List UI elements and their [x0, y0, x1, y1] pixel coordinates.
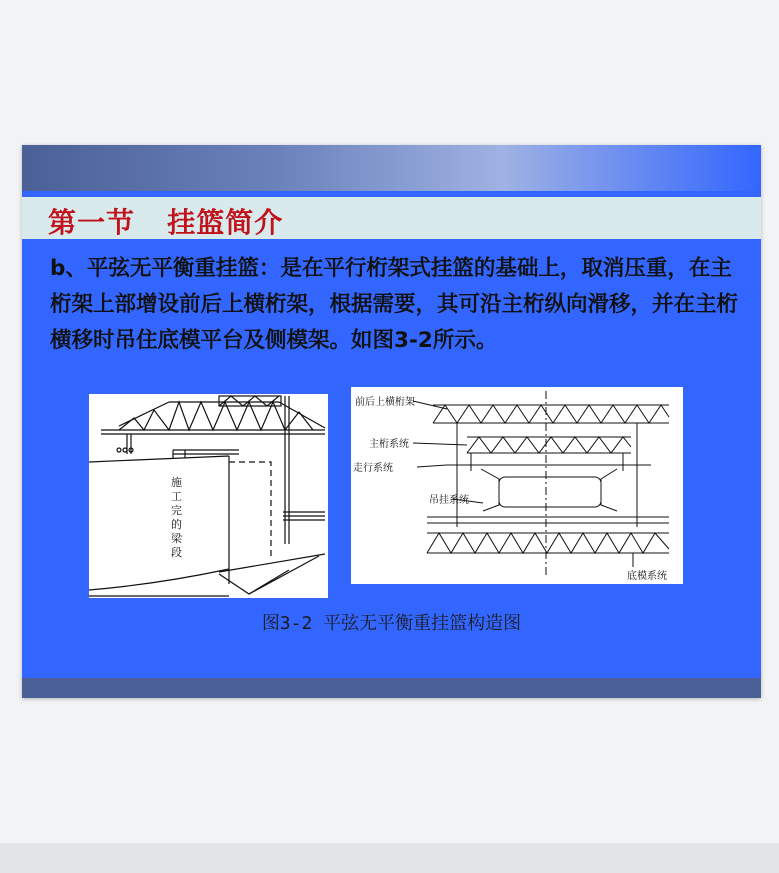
vertical-label-char: 段	[171, 546, 182, 559]
slide-paragraph: b、平弦无平衡重挂篮：是在平行桁架式挂篮的基础上，取消压重，在主桁架上部增设前后上横桁架，根据需要，其可沿主桁纵向滑移，并在主桁横移时吊住底模平台及侧模架。如图3-2所示。	[50, 256, 739, 353]
label-bottom-form: 底模系统	[627, 571, 667, 582]
label-front-rear-truss: 前后上横桁架	[355, 397, 415, 408]
vertical-label-char: 工	[171, 490, 182, 503]
vertical-label-char: 梁	[171, 532, 182, 545]
figure-caption: 图3-2 平弦无平衡重挂篮构造图	[261, 613, 522, 634]
figure-cross-section	[351, 387, 683, 584]
vertical-label-char: 完	[171, 504, 182, 517]
label-travel-system: 走行系统	[353, 463, 393, 474]
side-view-drawing	[89, 394, 328, 598]
vertical-label-char: 施	[171, 476, 182, 489]
page-bottom-strip	[0, 843, 779, 873]
vertical-label-char: 的	[171, 518, 182, 531]
slide-header-gradient	[22, 145, 761, 191]
slide	[22, 145, 761, 698]
title-band	[22, 197, 761, 239]
slide-title: 第一节 挂篮简介	[48, 206, 284, 239]
label-main-truss: 主桁系统	[369, 439, 409, 450]
label-hanging-system: 吊挂系统	[429, 495, 469, 506]
slide-footer-band	[22, 678, 761, 698]
cross-section-drawing	[351, 387, 683, 584]
figure-side-view	[89, 394, 328, 598]
